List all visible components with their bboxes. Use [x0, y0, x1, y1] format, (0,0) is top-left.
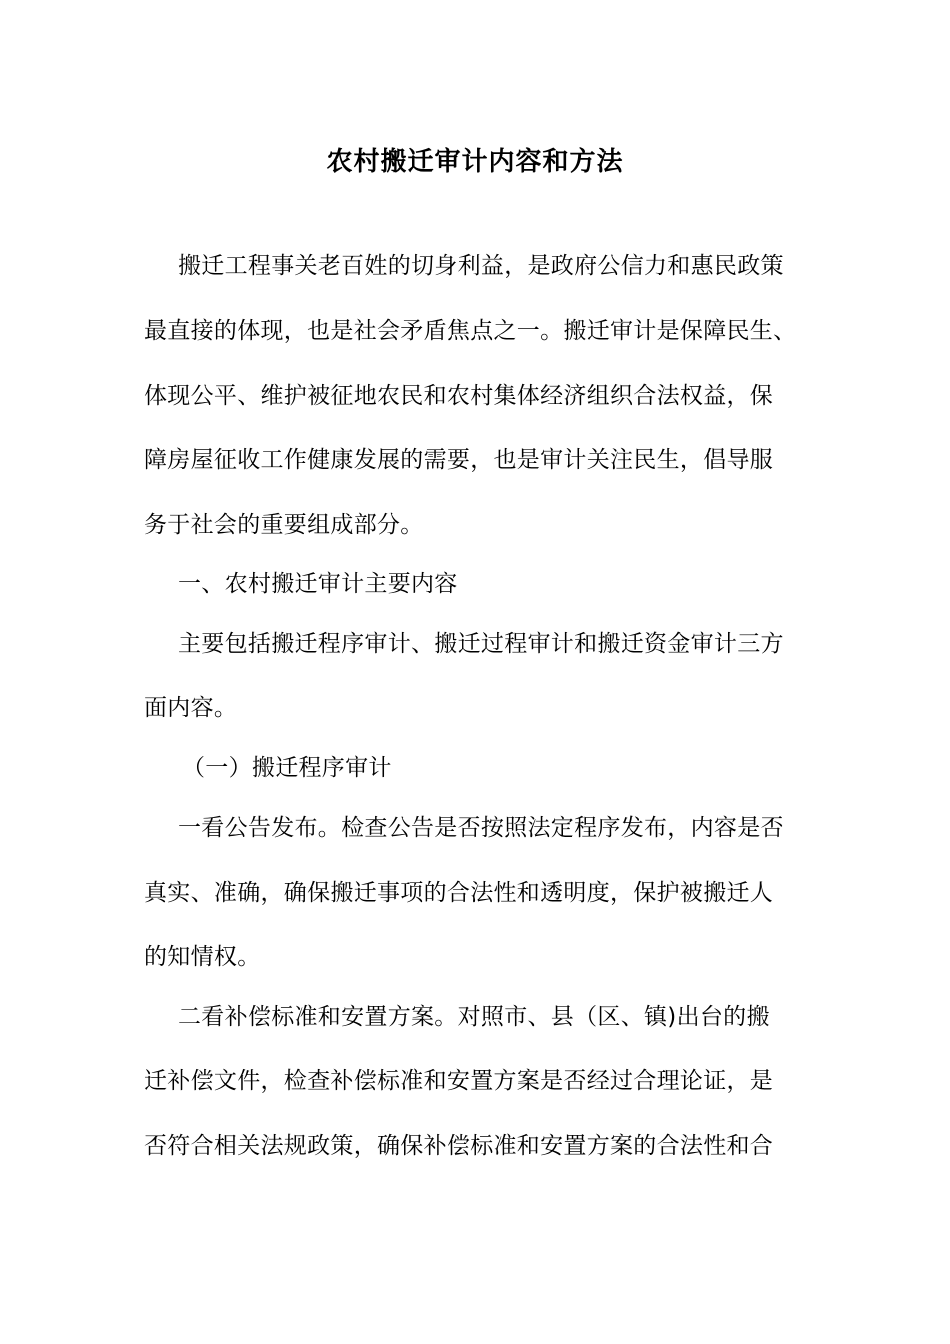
- paragraph-line: 一看公告发布。检查公告是否按照法定程序发布，内容是否: [178, 815, 784, 841]
- paragraph-line: 主要包括搬迁程序审计、搬迁过程审计和搬迁资金审计三方: [178, 631, 784, 657]
- paragraph-line: 面内容。: [144, 695, 238, 721]
- paragraph-line: 真实、准确，确保搬迁事项的合法性和透明度，保护被搬迁人: [144, 880, 774, 906]
- paragraph-line: 否符合相关法规政策，确保补偿标准和安置方案的合法性和合: [144, 1133, 774, 1159]
- paragraph-line: 二看补偿标准和安置方案。对照市、县（区、镇)出台的搬: [178, 1004, 770, 1030]
- paragraph-line: 的知情权。: [144, 944, 261, 970]
- section-heading: 一、农村搬迁审计主要内容: [178, 571, 458, 597]
- paragraph-line: 搬迁工程事关老百姓的切身利益，是政府公信力和惠民政策: [178, 253, 784, 279]
- paragraph-line: 最直接的体现，也是社会矛盾焦点之一。搬迁审计是保障民生、: [144, 318, 797, 344]
- paragraph-line: 迁补偿文件，检查补偿标准和安置方案是否经过合理论证，是: [144, 1068, 774, 1094]
- document-title: 农村搬迁审计内容和方法: [326, 147, 624, 177]
- paragraph-line: 体现公平、维护被征地农民和农村集体经济组织合法权益，保: [144, 383, 774, 409]
- paragraph-line: 务于社会的重要组成部分。: [144, 512, 424, 538]
- subsection-heading: （一）搬迁程序审计: [182, 755, 392, 781]
- paragraph-line: 障房屋征收工作健康发展的需要，也是审计关注民生，倡导服: [144, 447, 774, 473]
